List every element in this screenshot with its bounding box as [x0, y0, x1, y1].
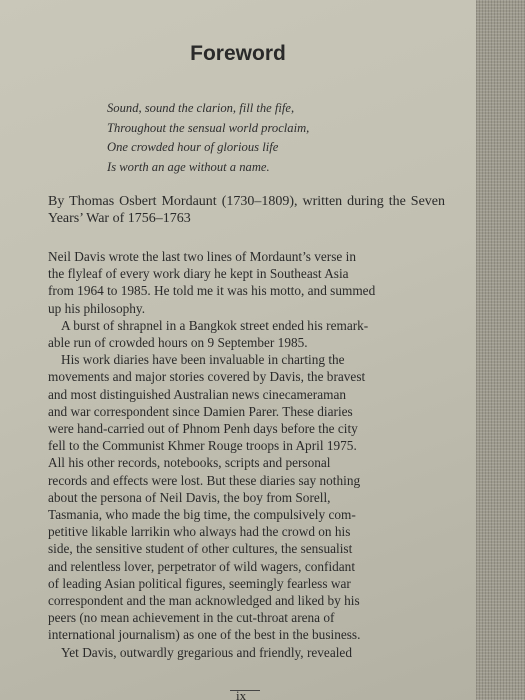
text-line: from 1964 to 1985. He told me it was his motto, and summed	[48, 283, 376, 299]
text-line: fell to the Communist Khmer Rouge troops in April 1975.	[48, 438, 357, 454]
text-line: records and effects were lost. But these diaries say nothing	[48, 472, 361, 488]
verse-line: Throughout the sensual world proclaim,	[107, 120, 310, 135]
text-line: the flyleaf of every work diary he kept in Southeast Asia	[48, 266, 349, 282]
text-line: and relentless lover, perpetrator of wild wagers, confidant	[48, 558, 356, 574]
text-line: His work diaries have been invaluable in charting the	[61, 352, 345, 368]
page-title: Foreword	[190, 42, 286, 65]
text-line: side, the sensitive student of other cultures, the sensualist	[48, 541, 353, 557]
text-line: movements and major stories covered by Davis, the bravest	[48, 369, 366, 385]
text-line: correspondent and the man acknowledged and liked by his	[48, 593, 360, 609]
text-line: up his philosophy.	[48, 300, 146, 316]
text-line: All his other records, notebooks, scripts and personal	[48, 455, 331, 471]
text-line: about the persona of Neil Davis, the boy from Sorell,	[48, 489, 331, 505]
page-number: ix	[236, 688, 247, 700]
text-line: of leading Asian political figures, seemingly fearless war	[48, 575, 351, 591]
text-line: peers (no mean achievement in the cut-throat arena of	[48, 610, 335, 626]
verse-line: Sound, sound the clarion, fill the fife,	[107, 101, 295, 115]
text-line: A burst of shrapnel in a Bangkok street ended his remark-	[61, 317, 369, 333]
body-text	[48, 248, 445, 661]
verse-line: One crowded hour of glorious life	[107, 140, 279, 154]
verse-line: Is worth an age without a name.	[107, 159, 270, 174]
text-line: were hand-carried out of Phnom Penh days before the city	[48, 421, 358, 437]
text-line: petitive likable larrikin who always had the crowd on his	[48, 524, 351, 540]
text-line: Yet Davis, outwardly gregarious and friendly, revealed	[61, 644, 352, 660]
text-line: Tasmania, who made the big time, the compulsively com-	[48, 507, 356, 523]
text-line: international journalism) as one of the best in the business.	[48, 627, 361, 643]
text-line: and war correspondent since Damien Parer. These diaries	[48, 403, 353, 419]
text-line: able run of crowded hours on 9 September 1985.	[48, 335, 308, 351]
text-line: and most distinguished Australian news cinecameraman	[48, 386, 346, 402]
verse-attribution: By Thomas Osbert Mordaunt (1730–1809), written during the Seven Years’ War of 1756–1763	[48, 194, 445, 226]
fabric-background	[476, 0, 525, 700]
text-line: Neil Davis wrote the last two lines of Mordaunt’s verse in	[48, 249, 356, 264]
epigraph-verse	[107, 99, 309, 177]
